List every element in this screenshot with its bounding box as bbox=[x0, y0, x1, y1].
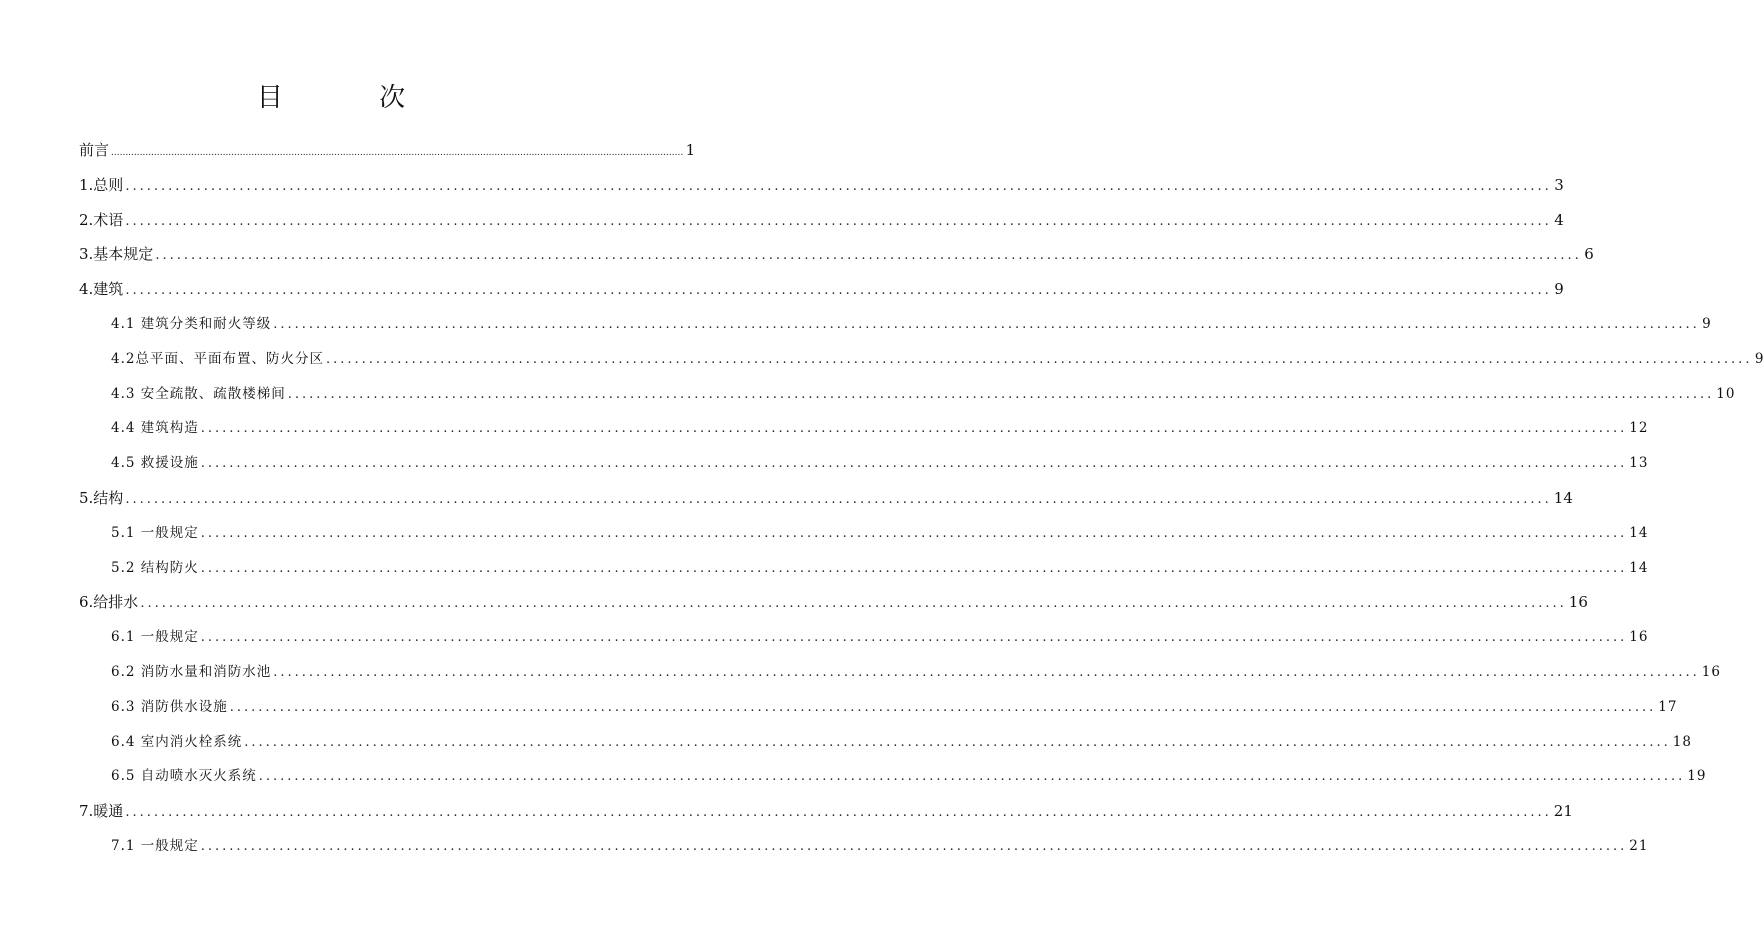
toc-entry[interactable] bbox=[79, 415, 1649, 450]
toc-leader-dots: ........................................................................................................................................................................................................ bbox=[273, 664, 1700, 680]
toc-entry-page: 9 bbox=[1554, 280, 1564, 299]
toc-leader-dots: ........................................................................................................................................................................................................ bbox=[125, 213, 1552, 229]
toc-entry-page: 17 bbox=[1658, 698, 1678, 715]
toc-entry-label: 5.2 结构防火 bbox=[111, 559, 199, 576]
toc-entry-page: 9 bbox=[1754, 350, 1764, 367]
toc-entry-page: 3 bbox=[1554, 175, 1564, 194]
toc-entry-page: 14 bbox=[1629, 559, 1649, 576]
toc-entry[interactable] bbox=[79, 485, 1573, 520]
toc-leader-dots: ........................................................................................................................................................................................................ bbox=[200, 456, 1628, 472]
toc-entry[interactable] bbox=[79, 346, 1764, 381]
toc-leader-dots: ........................................................................................................................................................................................................ bbox=[200, 838, 1628, 854]
toc-entry-page: 14 bbox=[1553, 488, 1573, 507]
toc-entry-label: 6.1 一般规定 bbox=[111, 629, 199, 646]
toc-entry-label: 4.3 安全疏散、疏散楼梯间 bbox=[111, 385, 286, 402]
toc-entry[interactable] bbox=[79, 833, 1649, 868]
toc-entry-label: 前言 bbox=[79, 141, 110, 159]
toc-entry-page: 21 bbox=[1553, 802, 1573, 821]
toc-entry[interactable] bbox=[79, 624, 1649, 659]
toc-entry[interactable] bbox=[79, 450, 1649, 485]
toc-leader-dots: ........................................................................................................................................................................................................ bbox=[258, 769, 1686, 785]
toc-entry-label: 7.1 一般规定 bbox=[111, 837, 199, 854]
toc-leader-dots: ........................................................................................................................................................................................................ bbox=[229, 699, 1657, 715]
toc-entry[interactable] bbox=[79, 520, 1649, 555]
toc-entry-page: 16 bbox=[1629, 629, 1649, 646]
toc-entry-page: 12 bbox=[1629, 420, 1649, 437]
toc-entry-label: 5.1 一般规定 bbox=[111, 524, 199, 541]
toc-entry[interactable] bbox=[79, 311, 1712, 346]
toc-leader-dots: ........................................................................................................................................................................................................ bbox=[200, 630, 1628, 646]
toc-entry[interactable] bbox=[79, 137, 696, 172]
toc-entry-page: 9 bbox=[1702, 315, 1712, 332]
toc-entry-label: 4.5 救援设施 bbox=[111, 455, 199, 472]
toc-leader-dots: ........................................................................................................................................................................................................ bbox=[200, 560, 1628, 576]
toc-entry-label: 4.4 建筑构造 bbox=[111, 420, 199, 437]
toc-entry-label: 4.建筑 bbox=[79, 280, 124, 299]
toc-entry-label: 5.结构 bbox=[79, 488, 124, 507]
toc-leader-dots: ........................................................................................................................................................................................................ bbox=[155, 248, 1582, 264]
toc-entry-label: 6.5 自动喷水灭火系统 bbox=[111, 768, 257, 785]
toc-entry-page: 14 bbox=[1629, 524, 1649, 541]
toc-entry-label: 1.总则 bbox=[79, 175, 124, 194]
toc-entry-label: 4.2总平面、平面布置、防火分区 bbox=[111, 350, 324, 367]
toc-entry-page: 18 bbox=[1672, 733, 1692, 750]
toc-leader-dots: ........................................................................................................................................................................................................ bbox=[244, 734, 1671, 750]
toc-entry-page: 10 bbox=[1716, 385, 1736, 402]
toc-leader-dots: ........................................................................................................................................................................................................ bbox=[325, 351, 1753, 367]
toc-entry-label: 6.给排水 bbox=[79, 593, 139, 612]
toc-title: 目 次 bbox=[256, 83, 450, 113]
toc-leader-dots: ........................................................................................................................................................................................................ bbox=[125, 491, 1552, 507]
toc-leader-dots: ........................................................................................................................................................................................................ bbox=[287, 386, 1715, 402]
toc-entry-label: 6.2 消防水量和消防水池 bbox=[111, 663, 272, 680]
toc-leader-dots: ........................................................................................................................................................................................................ bbox=[200, 525, 1628, 541]
toc-entry[interactable] bbox=[79, 798, 1573, 833]
toc-entry-page: 16 bbox=[1701, 663, 1721, 680]
toc-entry-page: 1 bbox=[685, 141, 696, 159]
toc-entry[interactable] bbox=[79, 763, 1707, 798]
toc-entry-label: 6.3 消防供水设施 bbox=[111, 698, 228, 715]
toc-entry-label: 3.基本规定 bbox=[79, 245, 154, 264]
toc-entry[interactable] bbox=[79, 241, 1594, 276]
toc-entry-page: 6 bbox=[1584, 245, 1594, 264]
toc-entry-page: 4 bbox=[1554, 210, 1564, 229]
toc-leader-dots: ........................................................................................................................................................................................................ bbox=[125, 283, 1552, 299]
toc-leader-dots: ........................................................................................................................................................................................................ bbox=[125, 178, 1552, 194]
toc-entry-page: 16 bbox=[1568, 593, 1588, 612]
toc-entry[interactable] bbox=[79, 207, 1564, 242]
toc-leader-dots: ........................................................................................................................................................................................................ bbox=[125, 805, 1552, 821]
toc-leader-dots: ........................................................................................................................................................................................................ bbox=[200, 421, 1628, 437]
toc-entry-page: 21 bbox=[1629, 837, 1649, 854]
table-of-contents bbox=[79, 137, 1764, 868]
toc-entry[interactable] bbox=[79, 555, 1649, 590]
toc-entry-label: 7.暖通 bbox=[79, 802, 124, 821]
toc-entry[interactable] bbox=[79, 659, 1721, 694]
toc-entry[interactable] bbox=[79, 381, 1736, 416]
toc-leader-dots: ........................................................................................................................................................................................................ bbox=[111, 148, 684, 158]
toc-entry[interactable] bbox=[79, 276, 1564, 311]
toc-entry-label: 6.4 室内消火栓系统 bbox=[111, 733, 243, 750]
toc-leader-dots: ........................................................................................................................................................................................................ bbox=[273, 316, 1700, 332]
toc-entry[interactable] bbox=[79, 729, 1692, 764]
toc-leader-dots: ........................................................................................................................................................................................................ bbox=[140, 596, 1567, 612]
toc-entry[interactable] bbox=[79, 589, 1588, 624]
toc-entry-page: 13 bbox=[1629, 455, 1649, 472]
toc-entry[interactable] bbox=[79, 694, 1678, 729]
toc-entry-label: 4.1 建筑分类和耐火等级 bbox=[111, 315, 272, 332]
toc-entry-label: 2.术语 bbox=[79, 210, 124, 229]
toc-entry-page: 19 bbox=[1687, 768, 1707, 785]
toc-entry[interactable] bbox=[79, 172, 1564, 207]
